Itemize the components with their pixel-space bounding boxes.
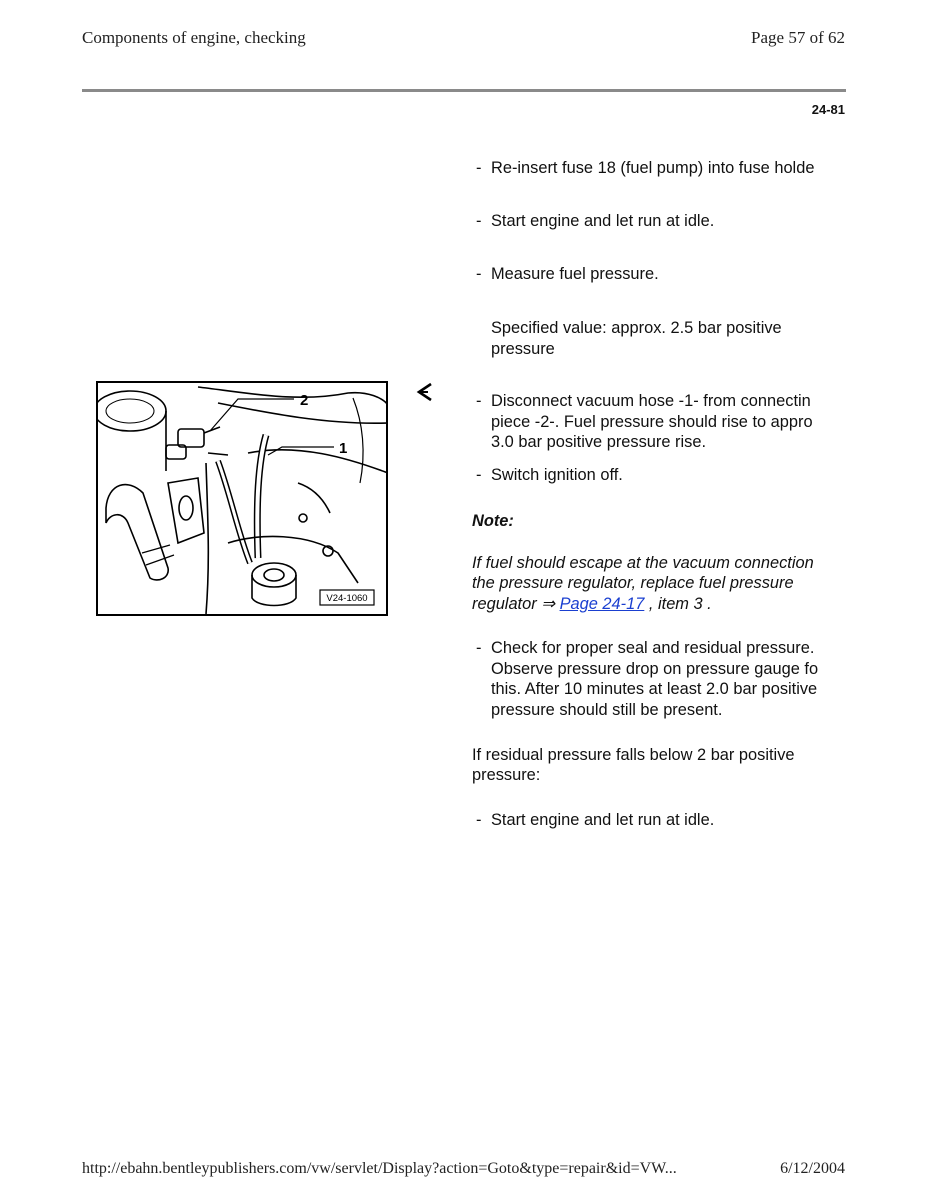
footer-date: 6/12/2004 xyxy=(780,1160,845,1177)
step-switch-ignition-off xyxy=(472,465,846,487)
page-code: 24-81 xyxy=(811,102,845,117)
regulator-top xyxy=(252,563,296,587)
lower-hose xyxy=(106,485,168,580)
specified-value-line-2: pressure xyxy=(491,340,555,358)
step-text: Measure fuel pressure. xyxy=(491,265,659,283)
step-text: Re-insert fuse 18 (fuel pump) into fuse holde xyxy=(491,159,815,177)
manifold-curve-1 xyxy=(198,387,386,405)
residual-condition-line-1: If residual pressure falls below 2 bar positive xyxy=(472,746,795,764)
document-title: Components of engine, checking xyxy=(82,28,306,47)
note-text-prefix: regulator xyxy=(472,595,537,613)
step-check-seal xyxy=(472,638,846,660)
step-text: Start engine and let run at idle. xyxy=(491,811,715,829)
hose-clamp xyxy=(142,545,174,565)
figure-pointer-icon xyxy=(416,382,434,402)
bolt-2 xyxy=(299,514,307,522)
bracket xyxy=(168,478,204,543)
note-line-1: If fuel should escape at the vacuum connection xyxy=(472,554,814,572)
callout-2: 2 xyxy=(300,392,309,409)
note-line-2: the pressure regulator, replace fuel pressure xyxy=(472,574,794,592)
bracket-hole xyxy=(179,496,193,520)
callout-1: 1 xyxy=(339,440,348,457)
residual-condition-line-2: pressure: xyxy=(472,766,541,784)
step-dash: - xyxy=(476,212,482,230)
step-measure-pressure xyxy=(472,264,846,286)
step-dash: - xyxy=(476,159,482,177)
canister-lid xyxy=(106,399,154,423)
note-heading: Note: xyxy=(472,512,514,530)
step-dash: - xyxy=(476,265,482,283)
engine-line-2 xyxy=(298,483,330,513)
engine-illustration xyxy=(96,381,388,616)
fuel-line-2 xyxy=(206,463,208,614)
fuel-line-fill xyxy=(218,461,250,563)
footer-url: http://ebahn.bentleypublishers.com/vw/servlet/Display?action=Goto&type=repair&id=VW... xyxy=(82,1160,677,1177)
step-dash: - xyxy=(476,392,482,410)
note-line-3 xyxy=(472,594,846,615)
canister-body xyxy=(98,411,166,478)
step-disconnect-line-2: piece -2-. Fuel pressure should rise to appro xyxy=(491,413,813,431)
manifold-curve-3 xyxy=(248,450,386,473)
step-disconnect-vacuum-hose xyxy=(472,391,846,413)
step-check-line-3: this. After 10 minutes at least 2.0 bar positive xyxy=(491,680,818,698)
link-arrow-icon: ⇒ xyxy=(541,595,555,613)
step-dash: - xyxy=(476,466,482,484)
regulator-body xyxy=(252,575,296,606)
manifold-curve-4 xyxy=(353,398,363,483)
step-disconnect-line-3: 3.0 bar positive pressure rise. xyxy=(491,433,706,451)
step-text: Disconnect vacuum hose -1- from connectin xyxy=(491,392,811,410)
canister-top xyxy=(98,391,166,431)
note-text-suffix: , item 3 . xyxy=(648,595,712,613)
step-start-engine xyxy=(472,211,846,233)
connector-lines xyxy=(204,427,228,455)
engine-drawing xyxy=(98,383,386,614)
regulator-center xyxy=(264,569,284,581)
figure-code: V24-1060 xyxy=(326,593,368,604)
step-text: Check for proper seal and residual pressure. xyxy=(491,639,815,657)
step-text: Start engine and let run at idle. xyxy=(491,212,715,230)
specified-value-line-1: Specified value: approx. 2.5 bar positive xyxy=(491,319,782,337)
step-dash: - xyxy=(476,639,482,657)
step-dash: - xyxy=(476,811,482,829)
header-divider xyxy=(82,89,846,92)
page-24-17-link[interactable]: Page 24-17 xyxy=(559,595,645,613)
step-reinsert-fuse xyxy=(472,158,846,180)
step-restart-engine xyxy=(472,810,846,832)
step-check-line-4: pressure should still be present. xyxy=(491,701,723,719)
step-check-line-2: Observe pressure drop on pressure gauge fo xyxy=(491,660,819,678)
page-counter: Page 57 of 62 xyxy=(751,28,845,47)
step-text: Switch ignition off. xyxy=(491,466,623,484)
